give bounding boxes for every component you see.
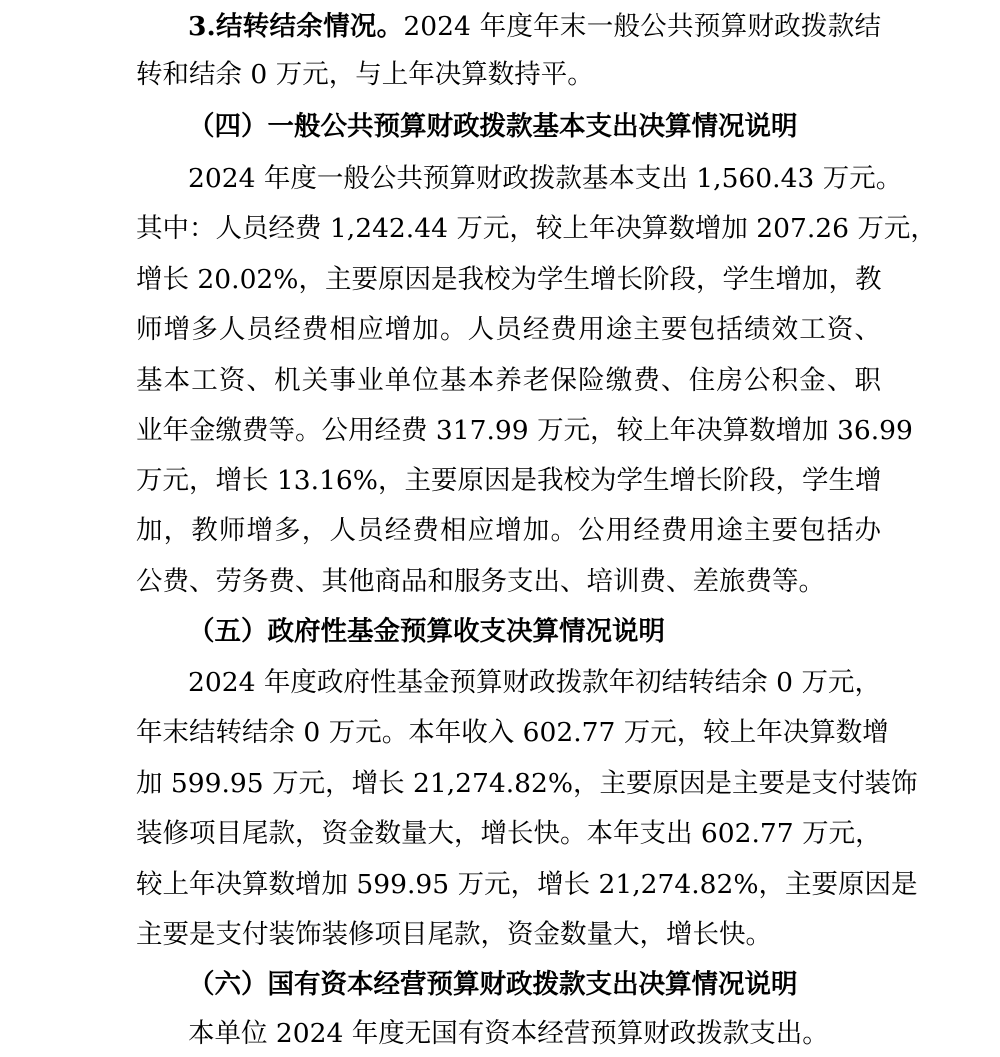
paragraph-line: 基本工资、机关事业单位基本养老保险缴费、住房公积金、职 bbox=[136, 365, 881, 396]
paragraph-line: 业年金缴费等。公用经费 317.99 万元，较上年决算数增加 36.99 bbox=[136, 415, 913, 446]
paragraph-line bbox=[188, 10, 881, 44]
paragraph-line: 装修项目尾款，资金数量大，增长快。本年支出 602.77 万元， bbox=[136, 818, 882, 849]
section-heading: （六）国有资本经营预算财政拨款支出决算情况说明 bbox=[188, 969, 798, 1000]
paragraph-line: 较上年决算数增加 599.95 万元，增长 21,274.82%，主要原因是 bbox=[136, 869, 918, 900]
paragraph-line: 2024 年度一般公共预算财政拨款基本支出 1,560.43 万元。 bbox=[188, 163, 903, 194]
paragraph-line: 加，教师增多，人员经费相应增加。公用经费用途主要包括办 bbox=[136, 515, 881, 546]
paragraph-line: 其中：人员经费 1,242.44 万元，较上年决算数增加 207.26 万元， bbox=[136, 213, 937, 244]
paragraph-line: 2024 年度政府性基金预算财政拨款年初结转结余 0 万元， bbox=[188, 667, 881, 698]
paragraph-line: 年末结转结余 0 万元。本年收入 602.77 万元，较上年决算数增 bbox=[136, 717, 889, 748]
paragraph-line: 增长 20.02%，主要原因是我校为学生增长阶段，学生增加，教 bbox=[136, 264, 882, 295]
section-heading: （四）一般公共预算财政拨款基本支出决算情况说明 bbox=[188, 111, 798, 142]
paragraph-line: 万元，增长 13.16%，主要原因是我校为学生增长阶段，学生增 bbox=[136, 465, 882, 496]
paragraph-line: 公费、劳务费、其他商品和服务支出、培训费、差旅费等。 bbox=[136, 566, 825, 597]
paragraph-line: 本单位 2024 年度无国有资本经营预算财政拨款支出。 bbox=[188, 1018, 829, 1049]
paragraph-line: 主要是支付装饰装修项目尾款，资金数量大，增长快。 bbox=[136, 919, 772, 950]
paragraph-lead: 3.结转结余情况。 bbox=[188, 11, 404, 42]
paragraph-text: 2024 年度年末一般公共预算财政拨款结 bbox=[403, 11, 881, 42]
paragraph-line: 师增多人员经费相应增加。人员经费用途主要包括绩效工资、 bbox=[136, 314, 881, 345]
section-heading: （五）政府性基金预算收支决算情况说明 bbox=[188, 616, 665, 647]
paragraph-line: 转和结余 0 万元，与上年决算数持平。 bbox=[136, 59, 594, 90]
paragraph-line: 加 599.95 万元，增长 21,274.82%，主要原因是主要是支付装饰 bbox=[136, 768, 918, 799]
